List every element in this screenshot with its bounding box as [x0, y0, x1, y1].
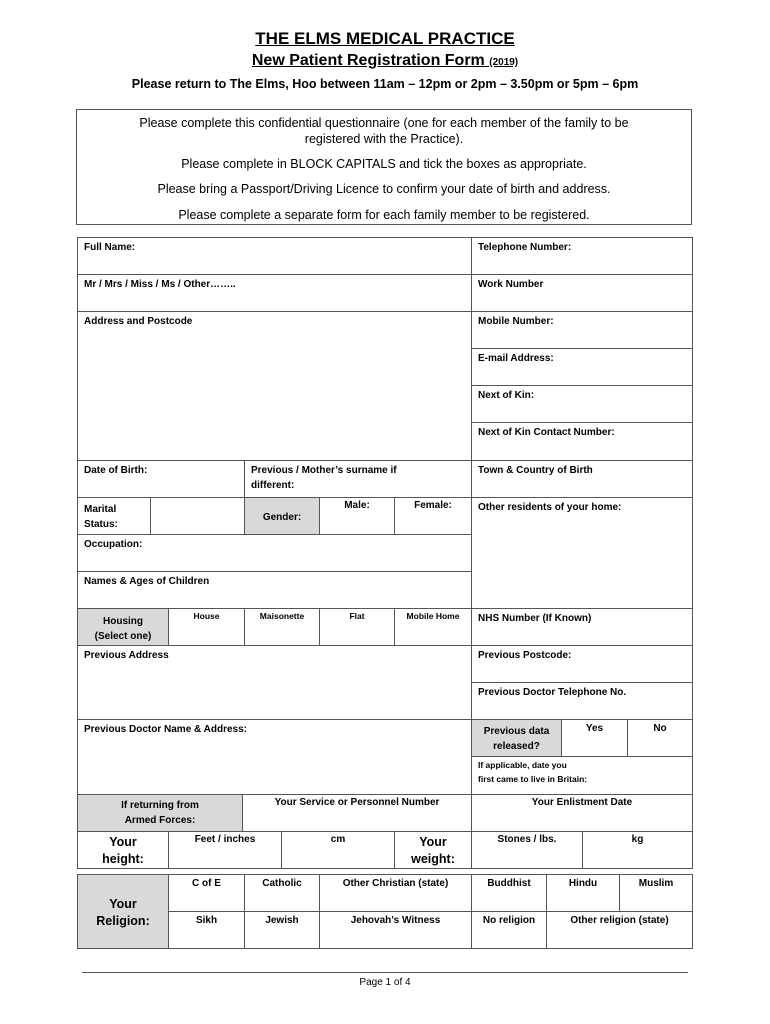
previous-data-label-2: released?: [493, 741, 540, 752]
marital-status-label-cell: [77, 497, 151, 535]
housing-house-option[interactable]: [168, 608, 245, 646]
height-label: Your: [109, 835, 137, 849]
cm-label: cm: [330, 834, 346, 845]
next-of-kin-field[interactable]: [471, 385, 693, 423]
service-number-label: Your Service or Personnel Number: [274, 797, 440, 808]
religion-label-2: Religion:: [96, 914, 150, 928]
housing-label-2: (Select one): [94, 631, 152, 642]
male-checkbox[interactable]: [319, 497, 395, 535]
service-number-field[interactable]: [242, 794, 472, 832]
gender-label-cell: [244, 497, 320, 535]
previous-data-label-cell: [471, 719, 562, 757]
other-religion-label: Other religion (state): [570, 915, 669, 926]
no-label: No: [653, 723, 667, 734]
full-name-field[interactable]: [77, 237, 472, 275]
email-label: E-mail Address:: [478, 353, 554, 364]
previous-address-label: Previous Address: [84, 650, 169, 661]
religion-none-option[interactable]: [471, 911, 547, 949]
weight-label-2: weight:: [411, 852, 455, 866]
previous-postcode-label: Previous Postcode:: [478, 650, 572, 661]
kg-label: kg: [631, 834, 644, 845]
occupation-field[interactable]: [77, 534, 472, 572]
intro-line-3: Please bring a Passport/Driving Licence to confirm your date of birth and address.: [157, 182, 611, 196]
religion-muslim-option[interactable]: [619, 874, 693, 912]
next-of-kin-contact-field[interactable]: [471, 422, 693, 461]
religion-other-option[interactable]: [546, 911, 693, 949]
previous-data-label: Previous data: [483, 726, 550, 737]
form-year: (2019): [489, 57, 519, 68]
telephone-field[interactable]: [471, 237, 693, 275]
other-residents-label: Other residents of your home:: [478, 502, 622, 513]
previous-data-no-checkbox[interactable]: [627, 719, 693, 757]
previous-surname-field[interactable]: [244, 460, 472, 498]
catholic-label: Catholic: [262, 878, 302, 889]
religion-sikh-option[interactable]: [168, 911, 245, 949]
marital-label: Marital: [84, 504, 117, 515]
occupation-label: Occupation:: [84, 539, 143, 550]
height-cm-field[interactable]: [281, 831, 395, 869]
buddhist-label: Buddhist: [487, 878, 531, 889]
previous-postcode-field[interactable]: [471, 645, 693, 683]
next-of-kin-label: Next of Kin:: [478, 390, 535, 401]
sikh-label: Sikh: [195, 915, 218, 926]
housing-maisonette-option[interactable]: [244, 608, 320, 646]
mobile-label: Mobile Number:: [478, 316, 554, 327]
housing-label-cell: [77, 608, 169, 646]
jewish-label: Jewish: [265, 915, 299, 926]
religion-jehovah-option[interactable]: [319, 911, 472, 949]
practice-name: THE ELMS MEDICAL PRACTICE: [255, 29, 515, 48]
address-label: Address and Postcode: [84, 316, 193, 327]
nhs-label: NHS Number (If Known): [478, 613, 592, 624]
dob-label: Date of Birth:: [84, 465, 148, 476]
religion-jewish-option[interactable]: [244, 911, 320, 949]
jehovah-label: Jehovah’s Witness: [350, 915, 441, 926]
intro-line-2: Please complete in BLOCK CAPITALS and tick the boxes as appropriate.: [181, 157, 587, 171]
forces-label: If returning from: [121, 800, 199, 811]
other-residents-field[interactable]: [471, 497, 693, 609]
religion-c-of-e-option[interactable]: [168, 874, 245, 912]
house-label: House: [193, 611, 220, 621]
feet-inches-label: Feet / inches: [194, 834, 256, 845]
height-feet-field[interactable]: [168, 831, 282, 869]
forces-label-2: Armed Forces:: [124, 815, 196, 826]
religion-label-cell: [77, 874, 169, 949]
enlistment-date-field[interactable]: [471, 794, 693, 832]
female-label: Female:: [414, 500, 452, 511]
muslim-label: Muslim: [638, 878, 674, 889]
form-title-text: New Patient Registration Form: [251, 52, 485, 69]
mobile-home-label: Mobile Home: [406, 611, 460, 621]
britain-arrival-field[interactable]: [471, 756, 693, 795]
town-country-label: Town & Country of Birth: [478, 465, 593, 476]
flat-label: Flat: [349, 611, 365, 621]
britain-label-2: first came to live in Britain:: [478, 774, 588, 784]
male-label: Male:: [344, 500, 370, 511]
work-number-label: Work Number: [478, 279, 544, 290]
height-label-cell: [77, 831, 169, 869]
hindu-label: Hindu: [568, 878, 598, 889]
work-number-field[interactable]: [471, 274, 693, 312]
religion-other-christian-option[interactable]: [319, 874, 472, 912]
weight-kg-field[interactable]: [582, 831, 693, 869]
intro-line-1b: registered with the Practice).: [304, 132, 464, 146]
footer-divider: [82, 972, 688, 973]
housing-mobile-home-option[interactable]: [394, 608, 472, 646]
c-of-e-label: C of E: [192, 878, 221, 889]
other-christian-label: Other Christian (state): [342, 878, 449, 889]
address-field[interactable]: [77, 311, 472, 461]
children-label: Names & Ages of Children: [84, 576, 210, 587]
female-checkbox[interactable]: [394, 497, 472, 535]
intro-line-4: Please complete a separate form for each family member to be registered.: [178, 208, 590, 222]
armed-forces-label-cell: [77, 794, 243, 832]
previous-data-yes-checkbox[interactable]: [561, 719, 628, 757]
religion-hindu-option[interactable]: [546, 874, 620, 912]
town-country-field[interactable]: [471, 460, 693, 498]
religion-label: Your: [109, 897, 137, 911]
children-field[interactable]: [77, 571, 472, 609]
mobile-field[interactable]: [471, 311, 693, 349]
intro-line-1a: Please complete this confidential questionnaire (one for each member of the family to be: [139, 116, 629, 130]
britain-label: If applicable, date you: [478, 760, 567, 770]
return-info: Please return to The Elms, Hoo between 11am – 12pm or 2pm – 3.50pm or 5pm – 6pm: [131, 77, 639, 91]
weight-label: Your: [419, 835, 447, 849]
height-label-2: height:: [102, 852, 144, 866]
yes-label: Yes: [585, 723, 604, 734]
weight-label-cell: [394, 831, 472, 869]
religion-buddhist-option[interactable]: [471, 874, 547, 912]
email-field[interactable]: [471, 348, 693, 386]
weight-stones-field[interactable]: [471, 831, 583, 869]
page-number: Page 1 of 4: [359, 977, 411, 988]
previous-doctor-field[interactable]: [77, 719, 472, 795]
religion-catholic-option[interactable]: [244, 874, 320, 912]
previous-address-field[interactable]: [77, 645, 472, 720]
title-field[interactable]: [77, 274, 472, 312]
stones-lbs-label: Stones / lbs.: [497, 834, 557, 845]
previous-doctor-label: Previous Doctor Name & Address:: [84, 724, 248, 735]
marital-label-2: Status:: [84, 519, 118, 530]
housing-flat-option[interactable]: [319, 608, 395, 646]
maisonette-label: Maisonette: [259, 611, 305, 621]
no-religion-label: No religion: [482, 915, 536, 926]
title-label: Mr / Mrs / Miss / Ms / Other……..: [84, 279, 236, 290]
previous-doctor-tel-label: Previous Doctor Telephone No.: [478, 687, 627, 698]
enlistment-date-label: Your Enlistment Date: [531, 797, 633, 808]
intro-box: [76, 109, 692, 225]
form-title: [0, 52, 770, 70]
full-name-label: Full Name:: [84, 242, 136, 253]
housing-label: Housing: [103, 616, 143, 627]
nhs-number-field[interactable]: [471, 608, 693, 646]
gender-label: Gender:: [262, 512, 302, 523]
previous-doctor-tel-field[interactable]: [471, 682, 693, 720]
previous-surname-label-2: different:: [251, 480, 295, 491]
next-of-kin-contact-label: Next of Kin Contact Number:: [478, 427, 615, 438]
dob-field[interactable]: [77, 460, 245, 498]
marital-status-field[interactable]: [150, 497, 245, 535]
previous-surname-label: Previous / Mother’s surname if: [251, 465, 397, 476]
telephone-label: Telephone Number:: [478, 242, 572, 253]
